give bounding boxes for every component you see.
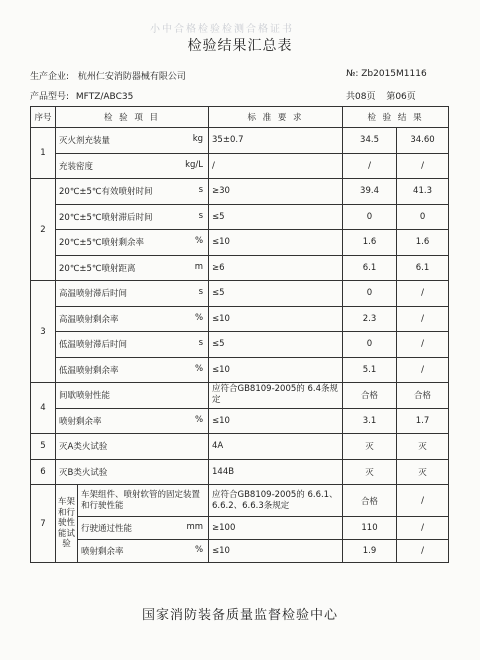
standard-cell: 4A bbox=[209, 434, 343, 460]
manufacturer-label: 生产企业: bbox=[30, 72, 70, 82]
item-label: 喷射剩余率 bbox=[81, 547, 124, 557]
page-title: 检验结果汇总表 bbox=[187, 38, 293, 54]
table-row bbox=[31, 153, 449, 179]
group-number: 1 bbox=[31, 128, 56, 179]
item-label: 灭A类火试验 bbox=[59, 442, 108, 453]
unit-label: % bbox=[194, 545, 204, 555]
group-number: 3 bbox=[31, 281, 56, 383]
table-row bbox=[31, 540, 449, 563]
unit-label: kg bbox=[192, 134, 204, 145]
item-cell bbox=[56, 332, 209, 358]
result-cell-1: 6.1 bbox=[343, 255, 397, 281]
standard-cell: 144B bbox=[209, 459, 343, 485]
group-number: 4 bbox=[31, 383, 56, 434]
item-label: 灭火剂充装量 bbox=[59, 136, 111, 147]
model-value: MFTZ/ABC35 bbox=[75, 92, 134, 102]
group-subtitle: 车架和行驶性能试验 bbox=[56, 485, 78, 563]
standard-cell: / bbox=[209, 153, 343, 179]
model-label: 产品型号: bbox=[30, 92, 70, 102]
item-cell bbox=[56, 204, 209, 230]
result-cell-2: 1.6 bbox=[397, 230, 449, 256]
result-cell-1: / bbox=[343, 153, 397, 179]
item-label: 充装密度 bbox=[59, 161, 94, 172]
table-row bbox=[31, 128, 449, 154]
item-label: 高温喷射滞后时间 bbox=[59, 289, 128, 300]
result-cell-2: 灭 bbox=[397, 459, 449, 485]
item-label: 行驶通过性能 bbox=[81, 524, 133, 534]
group-number: 7 bbox=[31, 485, 56, 563]
item-label: 灭B类火试验 bbox=[59, 467, 108, 478]
unit-label: s bbox=[198, 287, 204, 298]
result-cell-1: 2.3 bbox=[343, 306, 397, 332]
item-cell bbox=[56, 434, 209, 460]
item-cell bbox=[56, 459, 209, 485]
item-label: 20℃±5℃喷射滞后时间 bbox=[59, 212, 153, 223]
watermark-text: 小中合格检验检测合格证书 bbox=[150, 24, 294, 34]
result-cell-2: 0 bbox=[397, 204, 449, 230]
result-cell-2: / bbox=[397, 306, 449, 332]
result-cell-1: 合格 bbox=[343, 383, 397, 409]
result-cell-2: 1.7 bbox=[397, 408, 449, 434]
unit-label: s bbox=[198, 210, 204, 221]
standard-cell: ≥6 bbox=[209, 255, 343, 281]
result-cell-2: / bbox=[397, 332, 449, 358]
standard-cell: 应符合GB8109-2005的 6.4条规定 bbox=[209, 383, 343, 409]
result-cell-2: 34.60 bbox=[397, 128, 449, 154]
table-row bbox=[31, 357, 449, 383]
table-row bbox=[31, 255, 449, 281]
standard-cell: 应符合GB8109-2005的 6.6.1、6.6.2、6.6.3条规定 bbox=[209, 485, 343, 517]
result-cell-2: 6.1 bbox=[397, 255, 449, 281]
group-number: 5 bbox=[31, 434, 56, 460]
table-row bbox=[31, 306, 449, 332]
table-row bbox=[31, 408, 449, 434]
standard-cell: ≤10 bbox=[209, 408, 343, 434]
item-cell bbox=[56, 255, 209, 281]
table-row bbox=[31, 332, 449, 358]
unit-label: % bbox=[194, 312, 204, 323]
result-cell-1: 0 bbox=[343, 281, 397, 307]
unit-label: % bbox=[194, 236, 204, 247]
result-cell-2: / bbox=[397, 517, 449, 540]
result-cell-2: 灭 bbox=[397, 434, 449, 460]
result-cell-1: 34.5 bbox=[343, 128, 397, 154]
table-body bbox=[31, 128, 449, 563]
unit-label: m bbox=[194, 261, 204, 272]
standard-cell: ≤10 bbox=[209, 540, 343, 563]
standard-cell: ≥100 bbox=[209, 517, 343, 540]
result-cell-1: 39.4 bbox=[343, 179, 397, 205]
table-row bbox=[31, 485, 449, 517]
header-standard: 标 准 要 求 bbox=[209, 107, 343, 128]
standard-cell: ≤10 bbox=[209, 306, 343, 332]
item-cell bbox=[56, 357, 209, 383]
manufacturer-line bbox=[30, 69, 186, 82]
unit-label: % bbox=[194, 363, 204, 374]
item-label: 低温喷射滞后时间 bbox=[59, 340, 128, 351]
group-number: 6 bbox=[31, 459, 56, 485]
result-cell-1: 灭 bbox=[343, 459, 397, 485]
result-cell-2: / bbox=[397, 357, 449, 383]
item-label: 20℃±5℃有效喷射时间 bbox=[59, 187, 153, 198]
model-line bbox=[30, 89, 133, 102]
item-cell bbox=[56, 383, 209, 409]
report-number: №: Zb2015M1116 bbox=[346, 69, 427, 79]
result-cell-1: 110 bbox=[343, 517, 397, 540]
results-table bbox=[30, 106, 449, 563]
table-row bbox=[31, 179, 449, 205]
manufacturer-value: 杭州仁安消防器械有限公司 bbox=[77, 72, 186, 82]
total-pages: 共08页 bbox=[346, 92, 376, 102]
item-cell bbox=[56, 306, 209, 332]
item-cell bbox=[78, 540, 209, 563]
unit-label: kg/L bbox=[185, 159, 204, 170]
item-cell bbox=[56, 281, 209, 307]
footer-institution: 国家消防装备质量监督检验中心 bbox=[141, 608, 338, 623]
table-row bbox=[31, 204, 449, 230]
header-result: 检 验 结 果 bbox=[343, 107, 449, 128]
unit-label: s bbox=[198, 338, 204, 349]
page-count bbox=[346, 89, 416, 102]
table-row bbox=[31, 383, 449, 409]
item-label: 低温喷射剩余率 bbox=[59, 365, 119, 376]
standard-cell: ≤5 bbox=[209, 204, 343, 230]
group-number: 2 bbox=[31, 179, 56, 281]
standard-cell: ≤10 bbox=[209, 230, 343, 256]
standard-cell: 35±0.7 bbox=[209, 128, 343, 154]
result-cell-1: 灭 bbox=[343, 434, 397, 460]
item-label: 20℃±5℃喷射距离 bbox=[59, 263, 136, 274]
result-cell-2: 41.3 bbox=[397, 179, 449, 205]
item-label: 20℃±5℃喷射剩余率 bbox=[59, 238, 144, 249]
item-cell bbox=[56, 179, 209, 205]
item-cell bbox=[78, 485, 209, 517]
standard-cell: ≤10 bbox=[209, 357, 343, 383]
result-cell-2: / bbox=[397, 281, 449, 307]
item-label: 喷射剩余率 bbox=[59, 416, 102, 427]
result-cell-1: 合格 bbox=[343, 485, 397, 517]
result-cell-2: 合格 bbox=[397, 383, 449, 409]
table-row bbox=[31, 281, 449, 307]
header-item: 检 验 项 目 bbox=[56, 107, 209, 128]
current-page: 第06页 bbox=[386, 92, 416, 102]
item-label: 间歇喷射性能 bbox=[59, 391, 111, 402]
table-header-row bbox=[31, 107, 449, 128]
item-label: 车架组件、喷射软管的固定装置和行驶性能 bbox=[81, 489, 201, 511]
result-cell-1: 3.1 bbox=[343, 408, 397, 434]
item-cell bbox=[78, 517, 209, 540]
standard-cell: ≥30 bbox=[209, 179, 343, 205]
table-row bbox=[31, 230, 449, 256]
unit-label: % bbox=[194, 414, 204, 425]
table-row bbox=[31, 517, 449, 540]
header-no: 序号 bbox=[31, 107, 56, 128]
standard-cell: ≤5 bbox=[209, 281, 343, 307]
result-cell-1: 5.1 bbox=[343, 357, 397, 383]
result-cell-2: / bbox=[397, 485, 449, 517]
item-cell bbox=[56, 408, 209, 434]
result-cell-1: 1.6 bbox=[343, 230, 397, 256]
standard-cell: ≤5 bbox=[209, 332, 343, 358]
result-cell-2: / bbox=[397, 540, 449, 563]
result-cell-1: 0 bbox=[343, 332, 397, 358]
item-cell bbox=[56, 128, 209, 154]
result-cell-2: / bbox=[397, 153, 449, 179]
item-cell bbox=[56, 230, 209, 256]
table-row bbox=[31, 459, 449, 485]
result-cell-1: 1.9 bbox=[343, 540, 397, 563]
item-cell bbox=[56, 153, 209, 179]
unit-label: s bbox=[198, 185, 204, 196]
result-cell-1: 0 bbox=[343, 204, 397, 230]
table-row bbox=[31, 434, 449, 460]
unit-label: mm bbox=[186, 522, 204, 532]
item-label: 高温喷射剩余率 bbox=[59, 314, 119, 325]
